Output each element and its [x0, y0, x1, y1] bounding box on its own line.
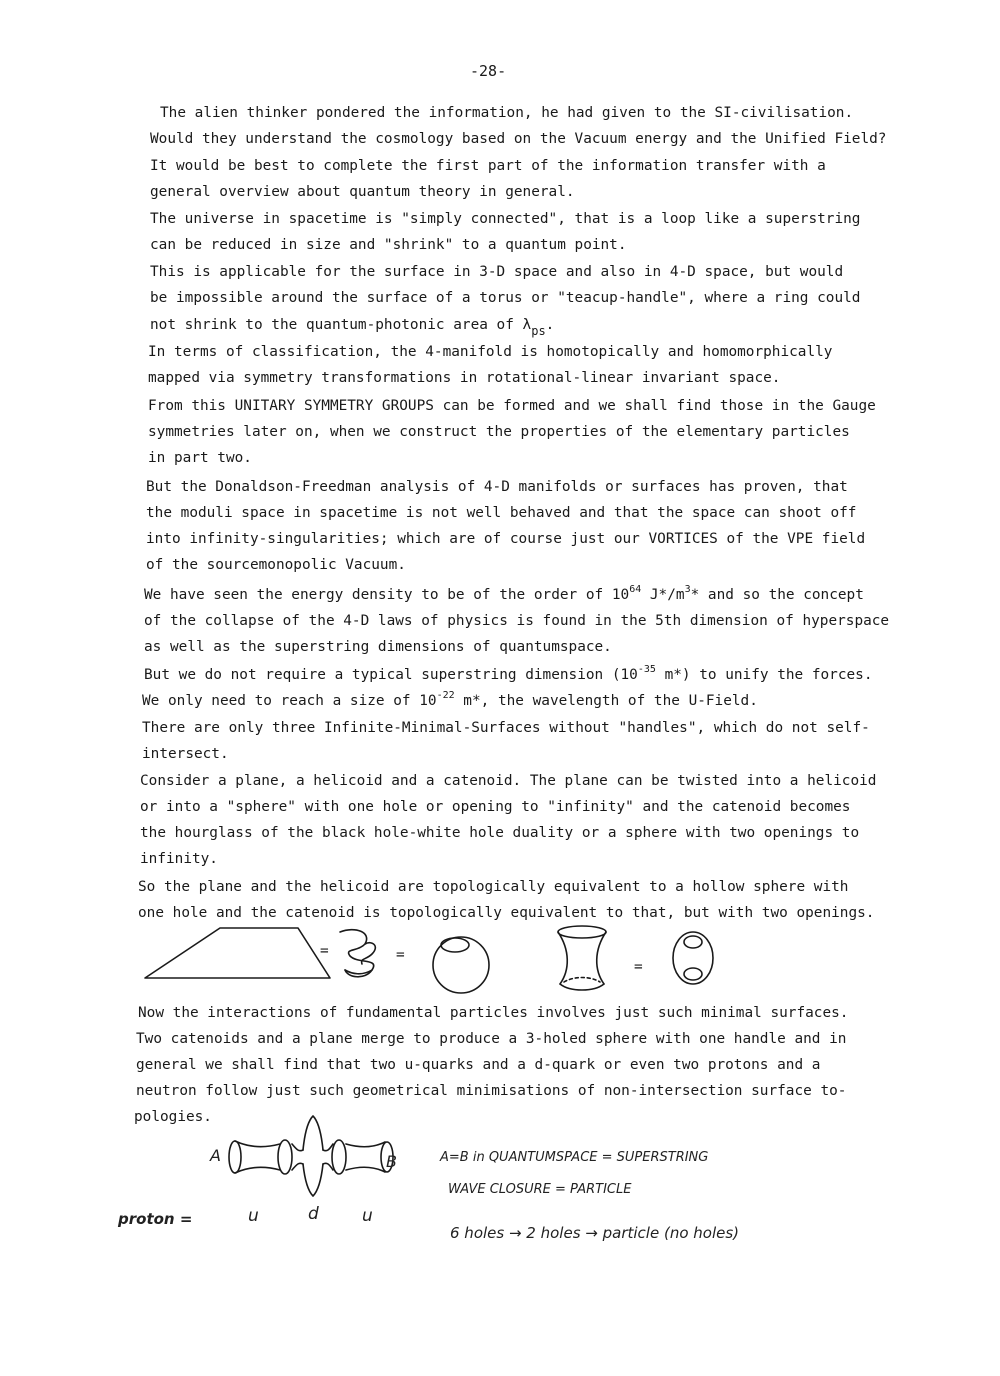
energy-exponent: 64	[629, 584, 642, 595]
text-segment: We have seen the energy density to be of the order of 10	[144, 587, 630, 603]
quark-u: u	[248, 1206, 259, 1226]
page-number: -28-	[470, 62, 507, 80]
plane-shape	[145, 928, 330, 978]
text-line: as well as the superstring dimensions of quantumspace.	[144, 639, 612, 655]
text-line: pologies.	[134, 1109, 212, 1125]
handwritten-note: A=B in QUANTUMSPACE = SUPERSTRING	[440, 1150, 709, 1165]
text-line: There are only three Infinite-Minimal-Surfaces without "handles", which do not self-	[142, 720, 870, 736]
text-line: be impossible around the surface of a torus or "teacup-handle", where a ring could	[150, 290, 861, 306]
quark-u: u	[362, 1206, 373, 1226]
string-exponent: -35	[637, 664, 656, 675]
text-line: the hourglass of the black hole-white hole duality or a sphere with two openings to	[140, 825, 860, 841]
lambda-subscript: ps	[531, 324, 546, 338]
text-segment: not shrink to the quantum-photonic area of λ	[150, 317, 532, 333]
text-line	[150, 316, 555, 338]
text-line: In terms of classification, the 4-manifold is homotopically and homomorphically	[148, 344, 833, 360]
text-line: From this UNITARY SYMMETRY GROUPS can be formed and we shall find those in the Gauge	[148, 398, 876, 414]
text-line: general we shall find that two u-quarks and a d-quark or even two protons and a	[136, 1057, 821, 1073]
text-segment: m*, the wavelength of the U-Field.	[454, 693, 758, 709]
handwritten-note: WAVE CLOSURE = PARTICLE	[448, 1182, 632, 1197]
text-line: or into a "sphere" with one hole or opening to "infinity" and the catenoid becomes	[140, 799, 851, 815]
proton-label: proton =	[118, 1210, 193, 1228]
text-line: the moduli space in spacetime is not well behaved and that the space can shoot off	[146, 505, 857, 521]
text-segment: But we do not require a typical superstring dimension (10	[144, 667, 638, 683]
unit-exponent: 3	[684, 584, 691, 595]
text-segment: .	[545, 317, 555, 333]
proton-surface-sketch	[225, 1112, 395, 1202]
handwritten-note: 6 holes → 2 holes → particle (no holes)	[450, 1224, 740, 1242]
text-line: into infinity-singularities; which are of course just our VORTICES of the VPE field	[146, 531, 866, 547]
label-b: B	[386, 1152, 397, 1171]
text-line: neutron follow just such geometrical minimisations of non-intersection surface to-	[136, 1083, 847, 1099]
text-line: of the sourcemonopolic Vacuum.	[146, 557, 406, 573]
text-line: general overview about quantum theory in general.	[150, 184, 575, 200]
text-line: intersect.	[142, 746, 229, 762]
text-line	[144, 666, 873, 686]
text-line: The universe in spacetime is "simply connected", that is a loop like a superstring	[150, 211, 861, 227]
text-line: can be reduced in size and "shrink" to a quantum point.	[150, 237, 627, 253]
label-a: A	[210, 1146, 221, 1165]
sphere-one-hole-shape	[433, 937, 489, 993]
text-line: It would be best to complete the first part of the information transfer with a	[150, 158, 826, 174]
text-line: infinity.	[140, 851, 218, 867]
equals-symbol: =	[320, 943, 329, 959]
text-line: one hole and the catenoid is topologically equivalent to that, but with two openings.	[138, 905, 875, 921]
text-line	[144, 586, 864, 606]
catenoid-shape	[558, 926, 606, 990]
text-line: This is applicable for the surface in 3-D space and also in 4-D space, but would	[150, 264, 844, 280]
text-line: mapped via symmetry transformations in rotational-linear invariant space.	[148, 370, 781, 386]
text-line: symmetries later on, when we construct the properties of the elementary particles	[148, 424, 850, 440]
text-segment: J*/m	[641, 587, 685, 603]
text-line: Two catenoids and a plane merge to produce a 3-holed sphere with one handle and in	[136, 1031, 847, 1047]
equals-symbol: =	[634, 959, 643, 975]
text-segment: We only need to reach a size of 10	[142, 693, 437, 709]
text-segment: m*) to unify the forces.	[655, 667, 873, 683]
sphere-two-openings-shape	[673, 932, 713, 984]
ufield-exponent: -22	[436, 690, 455, 701]
text-line: So the plane and the helicoid are topologically equivalent to a hollow sphere with	[138, 879, 849, 895]
text-line	[142, 692, 758, 712]
text-line: Now the interactions of fundamental particles involves just such minimal surfaces.	[138, 1005, 849, 1021]
text-line: in part two.	[148, 450, 252, 466]
text-line: But the Donaldson-Freedman analysis of 4-D manifolds or surfaces has proven, that	[146, 479, 848, 495]
equals-symbol: =	[396, 947, 405, 963]
text-segment: * and so the concept	[690, 587, 864, 603]
quark-d: d	[308, 1204, 319, 1224]
text-line: Would they understand the cosmology based on the Vacuum energy and the Unified Field?	[150, 131, 887, 147]
text-line: The alien thinker pondered the information, he had given to the SI-civilisation.	[160, 105, 854, 121]
text-line: of the collapse of the 4-D laws of physics is found in the 5th dimension of hyperspace	[144, 613, 890, 629]
text-line: Consider a plane, a helicoid and a catenoid. The plane can be twisted into a helicoid	[140, 773, 877, 789]
helicoid-shape	[340, 930, 375, 977]
topology-figure	[140, 920, 740, 1000]
